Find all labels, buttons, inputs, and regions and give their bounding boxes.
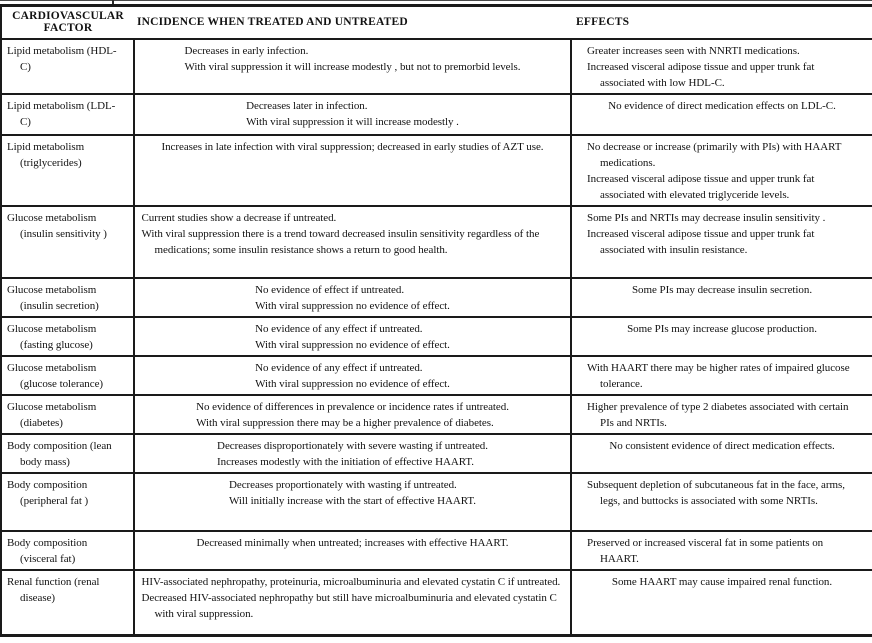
incidence-entry: No evidence of any effect if untreated. <box>255 361 423 374</box>
incidence-entry: With viral suppression it will increase modestly , but not to premorbid levels. <box>184 60 521 73</box>
effects-text-block <box>587 535 857 567</box>
factor-text-block <box>7 210 121 242</box>
factor-text-block <box>7 43 121 75</box>
table-row <box>1 356 872 395</box>
incidence-entry: With viral suppression there may be a higher prevalence of diabetes. <box>196 416 494 429</box>
incidence-entry: No evidence of differences in prevalence or incidence rates if untreated. <box>196 400 509 413</box>
incidence-entry: No evidence of effect if untreated. <box>255 283 405 296</box>
factor-text-block <box>7 360 121 392</box>
incidence-entry: Will initially increase with the start of effective HAART. <box>229 494 476 507</box>
table-row <box>1 39 872 94</box>
incidence-entry: With viral suppression it will increase modestly . <box>246 115 459 128</box>
cell-effects <box>571 94 872 135</box>
incidence-entry: Decreases proportionately with wasting if untreated. <box>229 478 457 491</box>
cell-effects <box>571 356 872 395</box>
factor-entry: Renal function (renal disease) <box>7 575 100 604</box>
effects-entry: Some PIs may decrease insulin secretion. <box>631 283 813 296</box>
incidence-text-block <box>255 321 450 353</box>
incidence-text-block <box>255 360 450 392</box>
factor-text-block <box>7 139 121 171</box>
incidence-text-block <box>185 43 521 75</box>
effects-text-block <box>587 139 857 203</box>
effects-text-block <box>587 360 857 392</box>
table-row <box>1 278 872 317</box>
effects-entry: No consistent evidence of direct medication effects. <box>609 439 835 452</box>
incidence-entry: With viral suppression no evidence of effect. <box>255 377 450 390</box>
cell-incidence <box>134 206 571 278</box>
factor-text-block <box>7 98 121 130</box>
cell-factor <box>1 39 134 94</box>
effects-entry: Increased visceral adipose tissue and upper trunk fat associated with low HDL-C. <box>587 60 815 89</box>
effects-text-block <box>587 43 857 91</box>
table-row <box>1 473 872 531</box>
factor-entry: Lipid metabolism (triglycerides) <box>7 140 85 169</box>
effects-text-block <box>587 399 857 431</box>
cell-incidence <box>134 531 571 570</box>
cell-effects <box>571 570 872 636</box>
cell-factor <box>1 206 134 278</box>
effects-entry: With HAART there may be higher rates of impaired glucose tolerance. <box>587 361 850 390</box>
header-effects: EFFECTS <box>571 6 872 39</box>
effects-entry: Some HAART may cause impaired renal function. <box>611 575 833 588</box>
effects-text-block <box>627 321 817 337</box>
table-body <box>1 39 872 636</box>
effects-text-block <box>632 282 812 298</box>
incidence-entry: With viral suppression there is a trend toward decreased insulin sensitivity regardless of the medications; some insulin resistance shows a return to good health. <box>141 227 540 256</box>
factor-entry: Lipid metabolism (LDL-C) <box>7 99 116 128</box>
cell-incidence <box>134 39 571 94</box>
table-row <box>1 570 872 636</box>
cell-factor <box>1 570 134 636</box>
header-cardiovascular-factor: CARDIOVASCULAR FACTOR <box>1 6 134 39</box>
incidence-entry: With viral suppression no evidence of effect. <box>255 299 450 312</box>
cell-incidence <box>134 94 571 135</box>
incidence-text-block <box>255 282 450 314</box>
effects-text-block <box>608 98 836 114</box>
factor-entry: Glucose metabolism (insulin secretion) <box>7 283 99 312</box>
cell-incidence <box>134 317 571 356</box>
table-row <box>1 395 872 434</box>
factor-text-block <box>7 477 121 509</box>
cell-incidence <box>134 135 571 206</box>
incidence-text-block <box>246 98 459 130</box>
cell-incidence <box>134 570 571 636</box>
table-row <box>1 317 872 356</box>
effects-entry: Some PIs may increase glucose production. <box>627 322 817 335</box>
incidence-entry: Decreased HIV-associated nephropathy but still have microalbuminuria and elevated cystatin C with viral suppression. <box>141 591 557 620</box>
incidence-text-block <box>142 210 564 258</box>
factor-entry: Body composition (lean body mass) <box>7 439 112 468</box>
cell-incidence <box>134 473 571 531</box>
cell-effects <box>571 473 872 531</box>
cell-effects <box>571 531 872 570</box>
cell-factor <box>1 434 134 473</box>
incidence-text-block <box>196 399 509 431</box>
incidence-entry: Increases modestly with the initiation of effective HAART. <box>217 455 474 468</box>
cell-effects <box>571 395 872 434</box>
table-row <box>1 94 872 135</box>
effects-entry: No evidence of direct medication effects on LDL-C. <box>608 99 836 112</box>
cell-factor <box>1 531 134 570</box>
cell-effects <box>571 434 872 473</box>
incidence-text-block <box>196 535 508 551</box>
incidence-entry: Decreases disproportionately with severe wasting if untreated. <box>217 439 488 452</box>
cell-factor <box>1 473 134 531</box>
effects-text-block <box>587 477 857 509</box>
effects-entry: Increased visceral adipose tissue and upper trunk fat associated with insulin resistance. <box>587 227 815 256</box>
effects-entry: Higher prevalence of type 2 diabetes associated with certain PIs and NRTIs. <box>587 400 849 429</box>
effects-entry: Preserved or increased visceral fat in some patients on HAART. <box>587 536 824 565</box>
cell-effects <box>571 278 872 317</box>
incidence-entry: Current studies show a decrease if untreated. <box>141 211 337 224</box>
incidence-text-block <box>217 438 488 470</box>
cell-factor <box>1 356 134 395</box>
table-row <box>1 434 872 473</box>
header-row <box>1 6 872 39</box>
effects-entry: Some PIs and NRTIs may decrease insulin sensitivity . <box>587 211 826 224</box>
factor-text-block <box>7 282 121 314</box>
table-header <box>1 6 872 39</box>
incidence-entry: Increases in late infection with viral suppression; decreased in early studies of AZT use. <box>161 140 544 153</box>
cell-factor <box>1 135 134 206</box>
incidence-text-block <box>142 574 564 622</box>
effects-entry: Greater increases seen with NNRTI medications. <box>587 44 800 57</box>
cell-incidence <box>134 434 571 473</box>
incidence-entry: HIV-associated nephropathy, proteinuria, microalbuminuria and elevated cystatin C if untreated. <box>141 575 561 588</box>
cell-factor <box>1 94 134 135</box>
factor-entry: Body composition (visceral fat) <box>7 536 88 565</box>
cell-incidence <box>134 278 571 317</box>
cell-factor <box>1 317 134 356</box>
effects-text-block <box>587 210 857 258</box>
incidence-entry: With viral suppression no evidence of effect. <box>255 338 450 351</box>
factor-text-block <box>7 438 121 470</box>
cell-factor <box>1 395 134 434</box>
cell-effects <box>571 206 872 278</box>
factor-text-block <box>7 321 121 353</box>
cell-effects <box>571 39 872 94</box>
cell-effects <box>571 135 872 206</box>
table-row <box>1 135 872 206</box>
incidence-entry: Decreases in early infection. <box>184 44 309 57</box>
effects-text-block <box>612 574 832 590</box>
cell-effects <box>571 317 872 356</box>
table-row <box>1 531 872 570</box>
table-row <box>1 206 872 278</box>
effects-text-block <box>609 438 834 454</box>
factor-text-block <box>7 535 121 567</box>
cell-incidence <box>134 395 571 434</box>
header-incidence: INCIDENCE WHEN TREATED AND UNTREATED <box>134 6 571 39</box>
factor-entry: Lipid metabolism (HDL-C) <box>7 44 117 73</box>
factor-text-block <box>7 399 121 431</box>
cardiovascular-factors-table <box>0 4 872 637</box>
incidence-entry: Decreases later in infection. <box>246 99 368 112</box>
incidence-entry: Decreased minimally when untreated; increases with effective HAART. <box>196 536 509 549</box>
effects-entry: No decrease or increase (primarily with PIs) with HAART medications. <box>587 140 842 169</box>
cell-factor <box>1 278 134 317</box>
factor-text-block <box>7 574 121 606</box>
factor-entry: Glucose metabolism (fasting glucose) <box>7 322 97 351</box>
incidence-text-block <box>229 477 476 509</box>
effects-entry: Increased visceral adipose tissue and upper trunk fat associated with elevated triglyceride levels. <box>587 172 815 201</box>
cell-incidence <box>134 356 571 395</box>
factor-entry: Glucose metabolism (insulin sensitivity ) <box>7 211 107 240</box>
incidence-text-block <box>161 139 543 155</box>
factor-entry: Body composition (peripheral fat ) <box>7 478 89 507</box>
incidence-entry: No evidence of any effect if untreated. <box>255 322 423 335</box>
top-rule <box>0 0 872 1</box>
factor-entry: Glucose metabolism (diabetes) <box>7 400 97 429</box>
effects-entry: Subsequent depletion of subcutaneous fat in the face, arms, legs, and buttocks is associated with some NRTIs. <box>587 478 845 507</box>
factor-entry: Glucose metabolism (glucose tolerance) <box>7 361 104 390</box>
